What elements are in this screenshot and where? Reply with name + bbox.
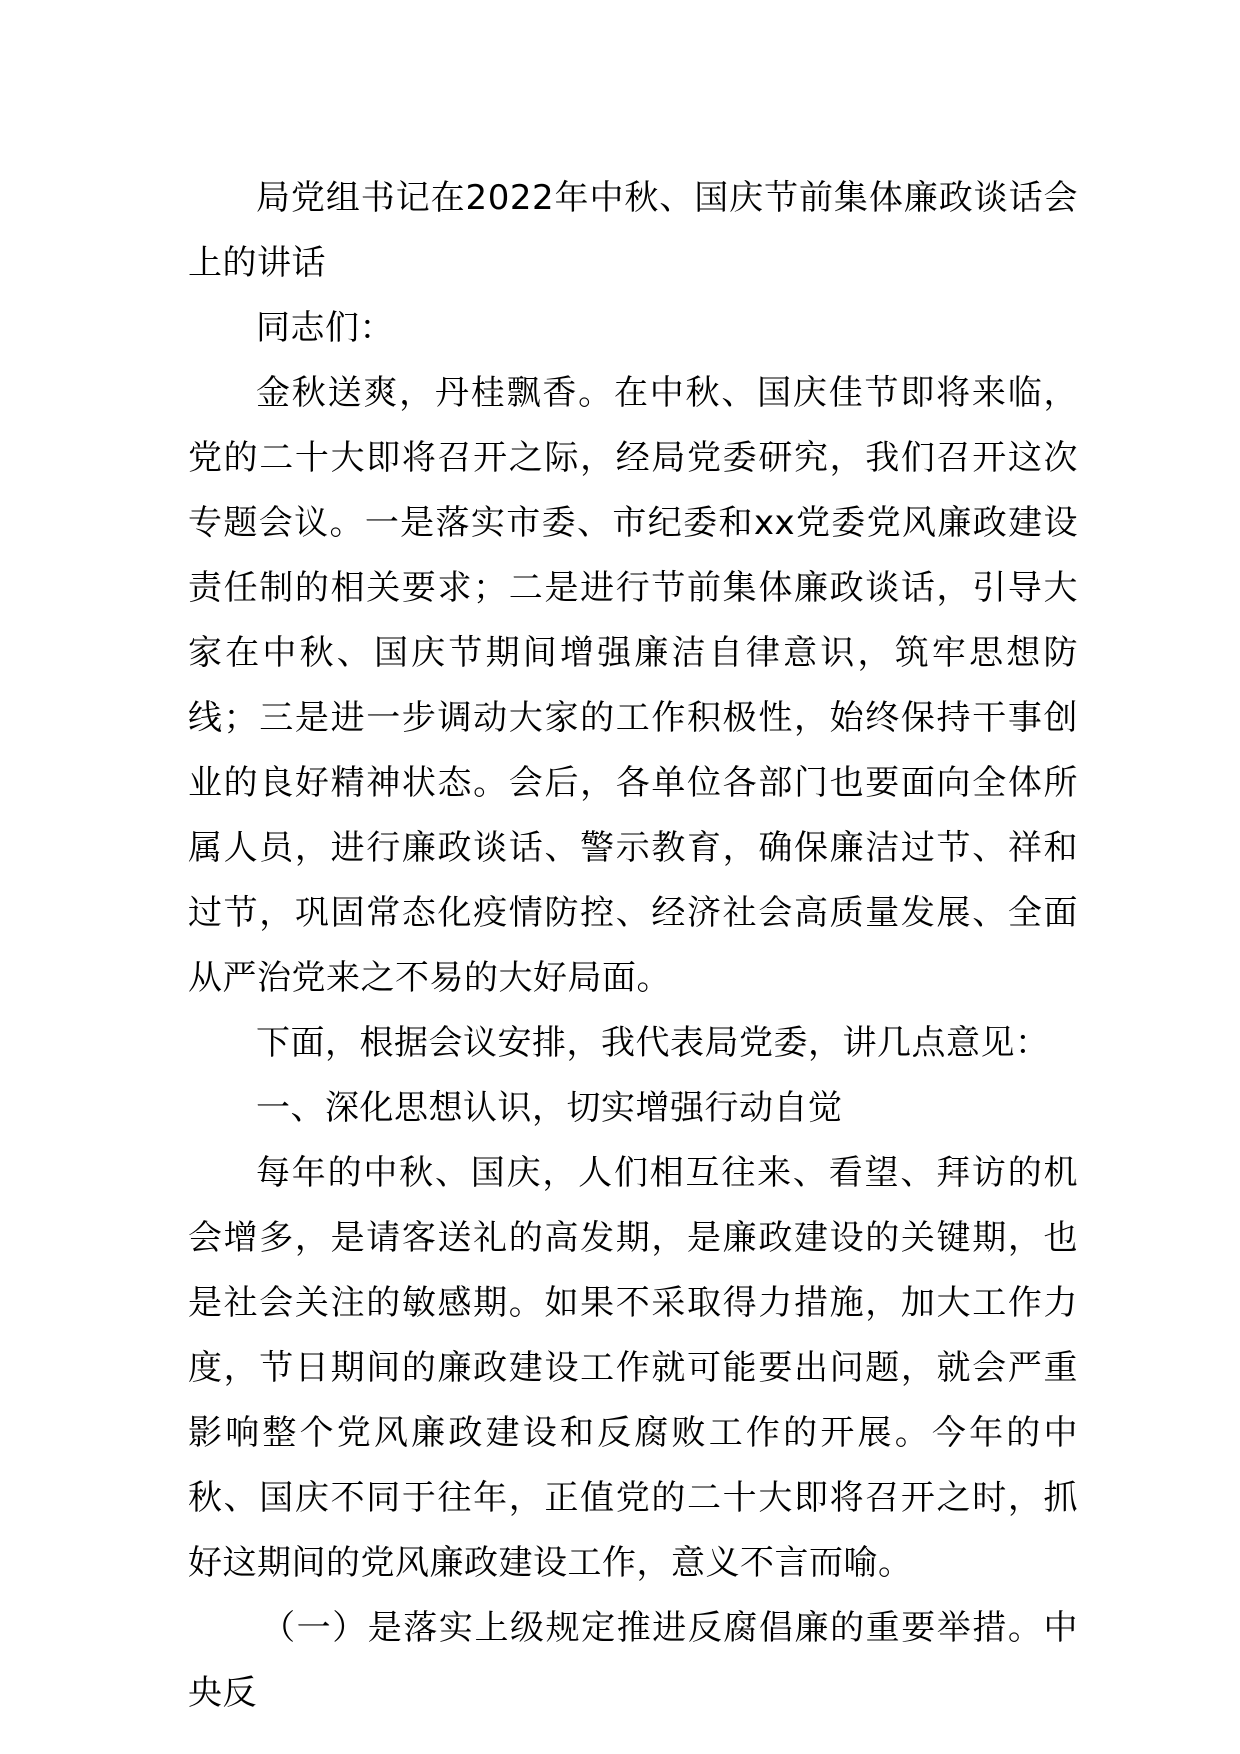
section-heading-1: 一、深化思想认识，切实增强行动自觉 — [256, 1088, 843, 1128]
document-title: 局党组书记在2022年中秋、国庆节前集体廉政谈话会上的讲话 — [188, 178, 1078, 283]
paragraph-transition: 下面，根据会议安排，我代表局党委，讲几点意见： — [256, 1023, 1050, 1063]
subsection-heading-1: （一）是落实上级规定推进反腐倡廉的重要举措。中央反 — [188, 1608, 1078, 1713]
section-body-1: 每年的中秋、国庆，人们相互往来、看望、拜访的机会增多，是请客送礼的高发期，是廉政建设的关键期，也是社会关注的敏感期。如果不采取得力措施，加大工作力度，节日期间的廉政建设工作就可能要出问题，就会严重影响整个党风廉政建设和反腐败工作的开展。今年的中秋、国庆不同于往年，正值党的二十大即将召开之时，抓好这期间的党风廉政建设工作，意义不言而喻。 — [188, 1153, 1078, 1583]
paragraph-opening: 金秋送爽，丹桂飘香。在中秋、国庆佳节即将来临，党的二十大即将召开之际，经局党委研究，我们召开这次专题会议。一是落实市委、市纪委和xx党委党风廉政建设责任制的相关要求；二是进行节前集体廉政谈话，引导大家在中秋、国庆节期间增强廉洁自律意识，筑牢思想防线；三是进一步调动大家的工作积极性，始终保持干事创业的良好精神状态。会后，各单位各部门也要面向全体所属人员，进行廉政谈话、警示教育，确保廉洁过节、祥和过节，巩固常态化疫情防控、经济社会高质量发展、全面从严治党来之不易的大好局面。 — [188, 373, 1078, 998]
document-body — [188, 166, 1078, 1726]
salutation: 同志们： — [256, 308, 394, 348]
